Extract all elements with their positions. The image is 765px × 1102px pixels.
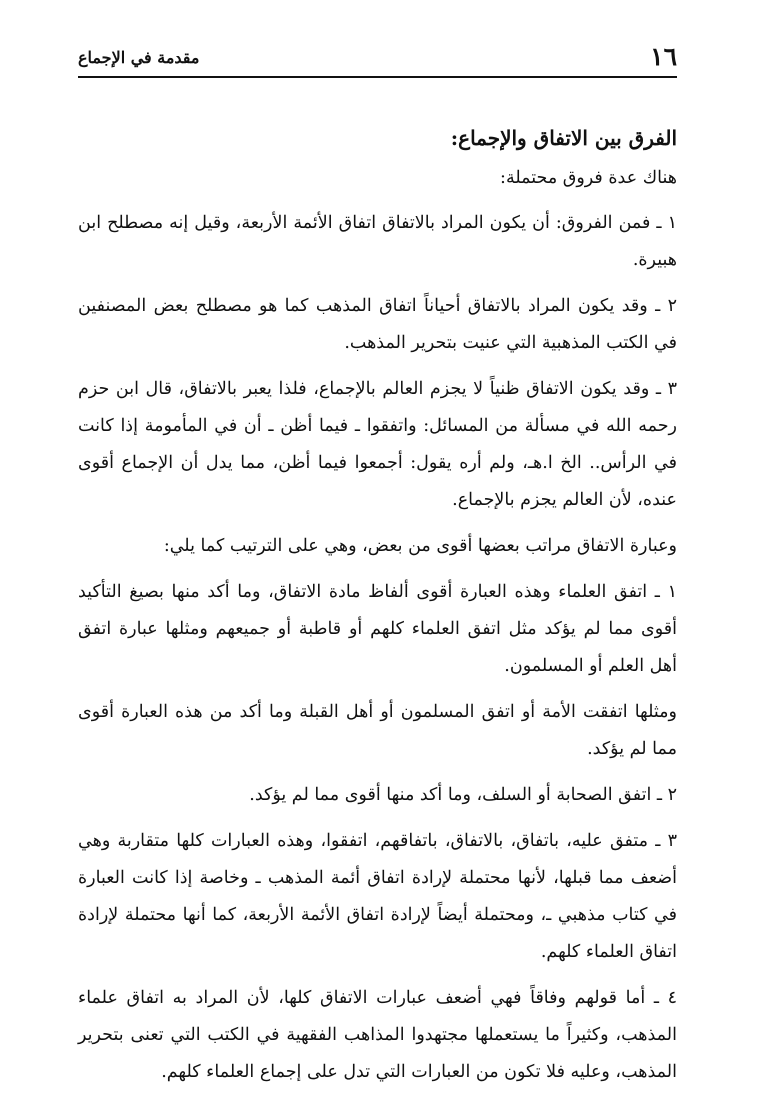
paragraph: ١ ـ اتفق العلماء وهذه العبارة أقوى ألفاظ مادة الاتفاق، وما أكد منها بصيغ التأكيد أقوى مما لم يؤكد مثل اتفق العلماء كلهم أو قاطبة أو جميعهم ومثلها عبارة اتفق أهل العلم أو المسلمون.	[78, 582, 677, 676]
paragraph: هناك عدة فروق محتملة:	[500, 168, 677, 188]
book-title: مقدمة في الإجماع	[78, 48, 200, 67]
page-number: ١٦	[650, 42, 677, 71]
paragraph: وعبارة الاتفاق مراتب بعضها أقوى من بعض، وهي على الترتيب كما يلي:	[163, 536, 677, 556]
paragraph: ومثلها اتفقت الأمة أو اتفق المسلمون أو أهل القبلة وما أكد من هذه العبارة أقوى مما لم يؤكد.	[78, 702, 677, 759]
paragraph: ٣ ـ وقد يكون الاتفاق ظنياً لا يجزم العالم بالإجماع، فلذا يعبر بالاتفاق، قال ابن حزم رحمه الله في مسألة من المسائل: واتفقوا ـ فيما أظن ـ أن في المأمومة إذا كانت في الرأس.. الخ ا.هـ، ولم أره يقول: أجمعوا فيما أظن، مما يدل أن الإجماع أقوى عنده، لأن العالم يجزم بالإجماع.	[78, 379, 677, 510]
paragraph: ١ ـ فمن الفروق: أن يكون المراد بالاتفاق اتفاق الأئمة الأربعة، وقيل إنه مصطلح ابن هبيرة.	[78, 213, 677, 270]
section-title: الفرق بين الاتفاق والإجماع:	[450, 126, 677, 150]
paragraph: ٣ ـ متفق عليه، باتفاق، بالاتفاق، باتفاقهم، اتفقوا، وهذه العبارات كلها متقاربة وهي أضعف مما قبلها، لأنها محتملة لإرادة اتفاق أئمة المذهب ـ وخاصة إذا كانت العبارة في كتاب مذهبي ـ، ومحتملة أيضاً لإرادة اتفاق الأئمة الأربعة، كما أنها محتملة لإرادة اتفاق العلماء كلهم.	[78, 831, 677, 962]
page-body	[78, 124, 677, 1091]
paragraph: ٢ ـ اتفق الصحابة أو السلف، وما أكد منها أقوى مما لم يؤكد.	[249, 785, 677, 805]
running-header	[78, 36, 677, 78]
paragraph: ٤ ـ أما قولهم وفاقاً فهي أضعف عبارات الاتفاق كلها، لأن المراد به اتفاق علماء المذهب، وكثيراً ما يستعملها مجتهدوا المذاهب الفقهية في الكتب التي تعنى بتحرير المذهب، وعليه فلا تكون من العبارات التي تدل على إجماع العلماء كلهم.	[78, 988, 677, 1082]
paragraph: ٢ ـ وقد يكون المراد بالاتفاق أحياناً اتفاق المذهب كما هو مصطلح بعض المصنفين في الكتب المذهبية التي عنيت بتحرير المذهب.	[78, 296, 677, 353]
